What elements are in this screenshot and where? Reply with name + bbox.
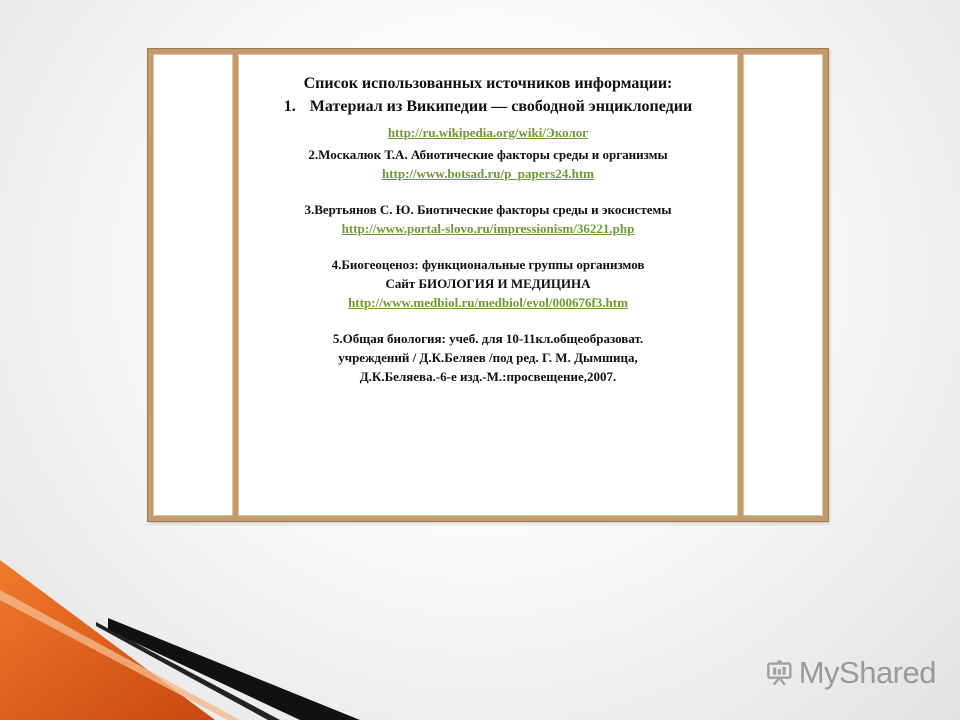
source-link-4[interactable]: http://www.medbiol.ru/medbiol/evol/000676f3.htm — [348, 295, 628, 310]
source-item-4-text: 4.Биогеоценоз: функциональные группы организмов — [331, 257, 645, 272]
watermark — [766, 650, 936, 696]
right-side-panel — [743, 54, 823, 516]
watermark-text: MyShared — [798, 655, 936, 690]
source-link-2[interactable]: http://www.botsad.ru/p_papers24.htm — [381, 166, 594, 181]
decorative-stripes — [0, 560, 360, 720]
slide-frame — [147, 48, 829, 522]
sources-title: Список использованных источников информации: — [303, 75, 673, 92]
source-item-1-text: Материал из Википедии — свободной энциклопедии — [309, 98, 693, 115]
source-item-5 — [239, 329, 737, 386]
source-item-5-line-2: учреждений / Д.К.Беляев /под ред. Г. М. Дымшица, — [338, 350, 638, 365]
source-link-3[interactable]: http://www.portal-slovo.ru/impressionism/36221.php — [341, 221, 635, 236]
left-side-panel — [153, 54, 233, 516]
source-item-1-number: 1. — [283, 98, 296, 115]
source-item-4-site: Сайт БИОЛОГИЯ И МЕДИЦИНА — [385, 276, 591, 291]
source-item-1 — [239, 95, 737, 119]
presentation-board-icon — [766, 656, 793, 690]
source-item-5-line-1: 5.Общая биология: учеб. для 10-11кл.общеобразоват. — [332, 331, 644, 346]
source-item-5-line-3: Д.К.Беляева.-6-е изд.-М.:просвещение,2007. — [359, 369, 617, 384]
source-item-2-text: 2.Москалюк Т.А. Абиотические факторы среды и организмы — [308, 147, 668, 162]
source-link-1[interactable]: http://ru.wikipedia.org/wiki/Эколог — [387, 125, 589, 140]
source-item-3-text: 3.Вертьянов С. Ю. Биотические факторы среды и экосистемы — [304, 202, 672, 217]
content-panel — [238, 54, 738, 516]
